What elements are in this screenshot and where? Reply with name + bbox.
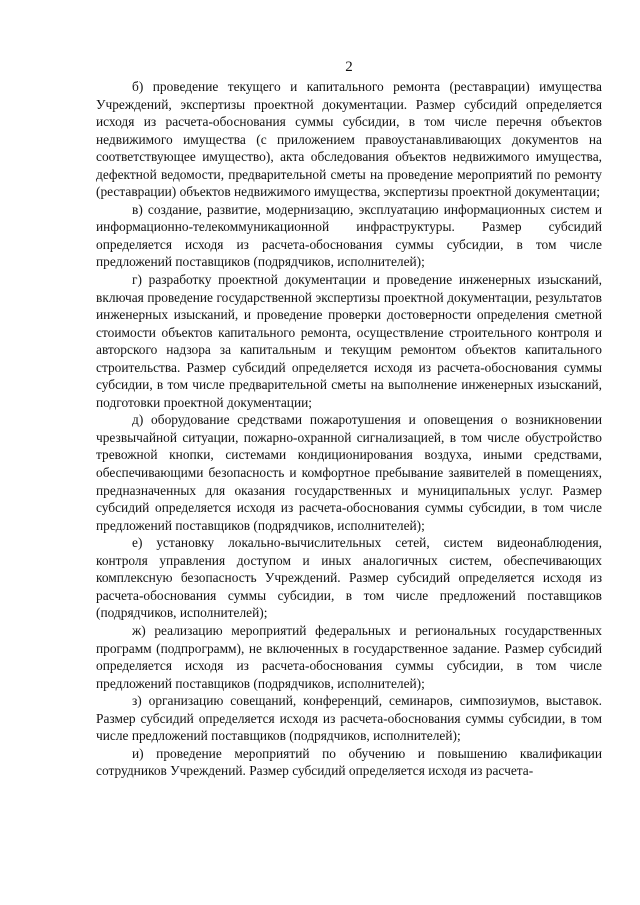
paragraph-d: д) оборудование средствами пожаротушения и оповещения о возникновении чрезвычайной ситуации, пожарно-охранной сигнализацией, в том числе обустройство тревожной кнопки, системами кондиционирования воздуха, иными средствами, обеспечивающими безопасность и комфортное пребывание заявителей в помещениях, предназначенных для оказания государственных и муниципальных услуг. Размер субсидий определяется исходя из расчета-обоснования суммы субсидии, в том числе предложений поставщиков (подрядчиков, исполнителей);: [96, 412, 602, 533]
paragraph-i: и) проведение мероприятий по обучению и повышению квалификации сотрудников Учреждений. Размер субсидий определяется исходя из расчета-: [96, 745, 602, 779]
page-number: 2: [345, 59, 353, 75]
paragraph-e: е) установку локально-вычислительных сетей, систем видеонаблюдения, контроля управления доступом и иных аналогичных систем, обеспечивающих комплексную безопасность Учреждений. Размер субсидий определяется исходя из расчета-обоснования суммы субсидии, в том числе предложений поставщиков (подрядчиков, исполнителей);: [96, 535, 602, 621]
paragraph-g: г) разработку проектной документации и проведение инженерных изысканий, включая проведение государственной экспертизы проектной документации, результатов инженерных изысканий, и проведение проверки достоверности определения сметной стоимости объектов капитального ремонта, осуществление строительного контроля и авторского надзора за капитальным и текущим ремонтом объектов капитального строительства. Размер субсидий определяется исходя из расчета-обоснования суммы субсидии, в том числе предварительной сметы на выполнение инженерных изысканий, подготовки проектной документации;: [96, 272, 602, 410]
paragraph-b: б) проведение текущего и капитального ремонта (реставрации) имущества Учреждений, экспертизы проектной документации. Размер субсидий определяется исходя из расчета-обоснования суммы субсидии, в том числе перечня объектов недвижимого имущества (с приложением правоустанавливающих документов на соответствующее имущество), акта обследования объектов недвижимого имущества, дефектной ведомости, предварительной сметы на проведение мероприятий по ремонту (реставрации) объектов недвижимого имущества, экспертизы проектной документации;: [96, 79, 602, 200]
paragraph-z: з) организацию совещаний, конференций, семинаров, симпозиумов, выставок. Размер субсидий определяется исходя из расчета-обоснования суммы субсидии, в том числе предложений поставщиков (подрядчиков, исполнителей);: [96, 693, 602, 744]
paragraph-zh: ж) реализацию мероприятий федеральных и региональных государственных программ (подпрограмм), не включенных в государственное задание. Размер субсидий определяется исходя из расчета-обоснования суммы субсидии, в том числе предложений поставщиков (подрядчиков, исполнителей);: [96, 622, 602, 691]
document-page: [96, 58, 602, 780]
paragraph-v: в) создание, развитие, модернизацию, эксплуатацию информационных систем и информационно-телекоммуникационной инфраструктуры. Размер субсидий определяется исходя из расчета-обоснования суммы субсидии, в том числе предложений поставщиков (подрядчиков, исполнителей);: [96, 201, 602, 270]
